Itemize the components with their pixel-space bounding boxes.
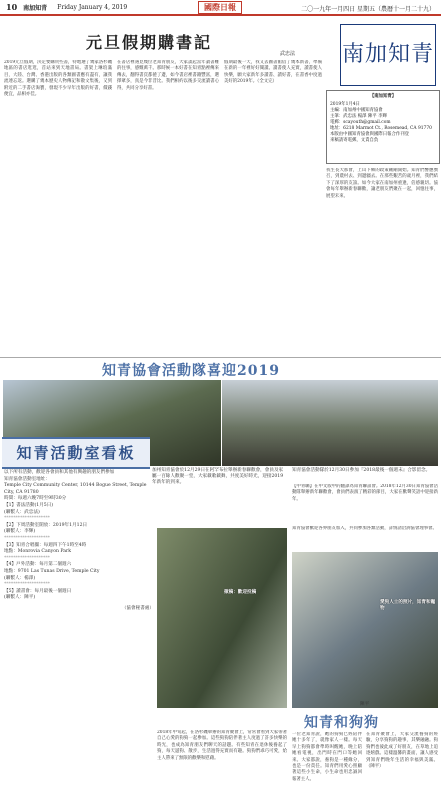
info-box (326, 90, 440, 164)
info-line: 2019年1月4日 (330, 102, 360, 107)
activity-item: 知青協會活動室地址： (4, 476, 50, 482)
info-line: 來稿請寄電郵，文責自負 (330, 138, 379, 143)
activity-item: 【2】下周活動室開放：2019年1月12日 (4, 522, 88, 528)
activity-item: 地點：9701 Las Tunas Drive, Temple City (4, 568, 100, 574)
page-header (0, 0, 441, 16)
activity-item: 【4】戶外活動：每月第二個週六 (4, 562, 72, 568)
note-paragraph-2: 知青協會歡迎各界朋友加入，共同參加各類活動，詳情請洽詢協會理事會。 (292, 526, 437, 531)
activity-item: (聯繫人：陳平) (4, 595, 36, 601)
section-title-activity: 知青協會活動隊喜迎2019 (102, 363, 280, 379)
info-line: 電郵：scayouth@gmail.com (330, 120, 391, 125)
dog-photo-right (292, 552, 438, 708)
activity-item: Temple City Community Center, 10144 Bogue Street, Temple City, CA 91780 (4, 483, 147, 495)
activity-item: 【1】書法活動(1月5日) (4, 502, 54, 508)
note-paragraph-1: 【中青聯】在中文版中的翻譯為知青聯誼會。2018年12月30日知青協會活動隊舉辦新年聯歡會，會員們表演了精彩的節目，大家在歡聲笑語中迎接新年。 (292, 484, 438, 502)
activity-item: 地點：Monrovia Canyon Park (4, 549, 72, 555)
activity-list (4, 470, 154, 612)
activity-item: (聯繫人：李輝) (4, 529, 36, 535)
dog-column-right: 在知青聚會上，大家交流養狗的經驗，分享狗狗的趣事，其樂融融。狗狗們也彼此成了好朋友，在草地上追逐嬉戲。這樣溫馨的畫面，讓人感受到知青們晚年生活的幸福與美滿。（陳平） (366, 732, 438, 770)
separator-stars: ******************** (4, 535, 50, 541)
dog-photo-collage (157, 528, 287, 708)
info-line: 主筆：武忠法 楊澤 陳平 李輝 (330, 114, 387, 119)
article-title: 元旦假期購書記 (86, 33, 213, 52)
info-line: 本版由中國知青協會與國際日報合作刊登 (330, 132, 410, 137)
article-author: 武忠法 (280, 51, 296, 57)
article-column-2: 在書店裡遇見幾位老知青朋友，大家談起當年讀書難的往事，感慨萬千。那時候一本好書在知青點裡傳來傳去，翻得書頁都捲了邊，如今書店裡書籍豐富，選擇眾多，真是今非昔比。我們相約以後多交流讀書心得，共同分享好書。 (117, 60, 219, 91)
section-name: 南加知青 (23, 4, 48, 12)
activity-item: (聯繫人：武忠法) (4, 509, 40, 515)
activity-item: 【5】讀書會：每月最後一個週日 (4, 588, 72, 594)
photo-caption-left: 加州知青協會於12月29日在阿罕布拉舉辦新春聯歡會，會員及家屬一百餘人歡聚一堂，大家載歌載舞，共度美好時光，迎接2019年新年的到來。 (152, 468, 284, 485)
section-title-dogs: 知青和狗狗 (304, 715, 379, 731)
activity-signoff: （協會秘書處） (121, 605, 154, 611)
masthead-calligraphy: 南加知青 (340, 24, 436, 86)
separator-stars: ******************** (4, 555, 50, 561)
separator-stars: ******************** (4, 516, 50, 522)
article-column-3: 假期最後一天，我又去圖書館借了幾本新書，準備在新的一年裡好好閱讀。讀書使人充實，讀書使人快樂，願大家新年多讀書、讀好書，在書香中度過美好的2019年。（全文完） (224, 60, 322, 85)
chinese-date: 二〇一九年一月四日 星期五（農曆十一月二十九） (301, 6, 435, 13)
english-date: Friday January 4, 2019 (57, 3, 128, 11)
photo-overlay-text: 愛狗人士的照片，知青和寵物 (380, 600, 436, 611)
activity-item: 【3】知青合唱團：每週四下午1時至4時 (4, 542, 87, 548)
page-number: 10 (6, 2, 18, 12)
info-heading: 【南加知青】 (369, 94, 397, 99)
article-column-right: 我生長大那會，上山下鄉的政策剛剛開始。知青們響應號召，到農村去、到邊疆去。在那些艱苦的歲月裡，我們結下了深厚的友誼。如今大家在南加州重逢，倍感親切。協會每年舉辦新春聯歡，讓老朋友們聚在一起，回憶往事，展望未來。 (326, 168, 438, 199)
info-line: 地址：6218 Marmot Ct., Rosemead, CA 91770 (330, 126, 432, 131)
newspaper-logo: 國際日報 (198, 1, 242, 14)
activity-board-title: 知青活動室看板 (2, 437, 150, 469)
activity-item: 以下所有活動，歡迎各會員和其他有興趣的朋友們參加 (4, 470, 115, 475)
divider (0, 357, 441, 358)
article-column-1: 2019元旦假期，決定要購買些書，特地選了幾家洛杉磯地區的書店逛逛，首站來到天地書局。書架上琳琅滿目，大陸、台灣、香港出版的各類圖書應有盡有，讓我流連忘返。選購了幾本歷史人物傳記和散文集後，又到附近的二手書店淘寶，發現不少早年出版的好書，價錢便宜，品相亦佳。 (4, 60, 112, 98)
dog-article-author: 陳平 (360, 702, 370, 707)
info-line: 主編：南加州中國知青協會 (330, 108, 383, 113)
activity-item: 時間：每週六晚7時至9時30分 (4, 496, 67, 502)
dog-column-mid: 一位老知青說，她的狗狗已經陪伴她十多年了，就像家人一樣。每天早上狗狗都會準時叫醒她，晚上陪她看電視，出門時在門口等她回來。大家都說，養狗是一種緣分，也是一份責任。知青們用愛心照顧著這些小生命，小生命也用忠誠回報著主人。 (292, 732, 362, 782)
separator-stars: ******************** (4, 582, 50, 588)
activity-item: (聯繫人：楊澤) (4, 575, 36, 581)
photo-caption-right: 知青協會活動隊於12月30日參加『2018最後一個週末』合影留念。 (292, 468, 431, 473)
photo-overlay-text: 徵稿：歡迎投稿 (224, 590, 257, 595)
group-photo-right (222, 380, 438, 466)
dog-column-left: 2018年中旬起，在洛杉磯舉辦的知青聚會上，常常會看到大家帶著自己心愛的狗狗一起參加。這些狗狗陪伴著主人度過了許多快樂的時光，也成為知青朋友們聊天的話題。有些知青在退休後養起了狗，每天遛狗、散步，生活過得充實而有趣。狗狗們乖巧可愛，給主人帶來了無限的歡樂和慰藉。 (157, 730, 287, 761)
